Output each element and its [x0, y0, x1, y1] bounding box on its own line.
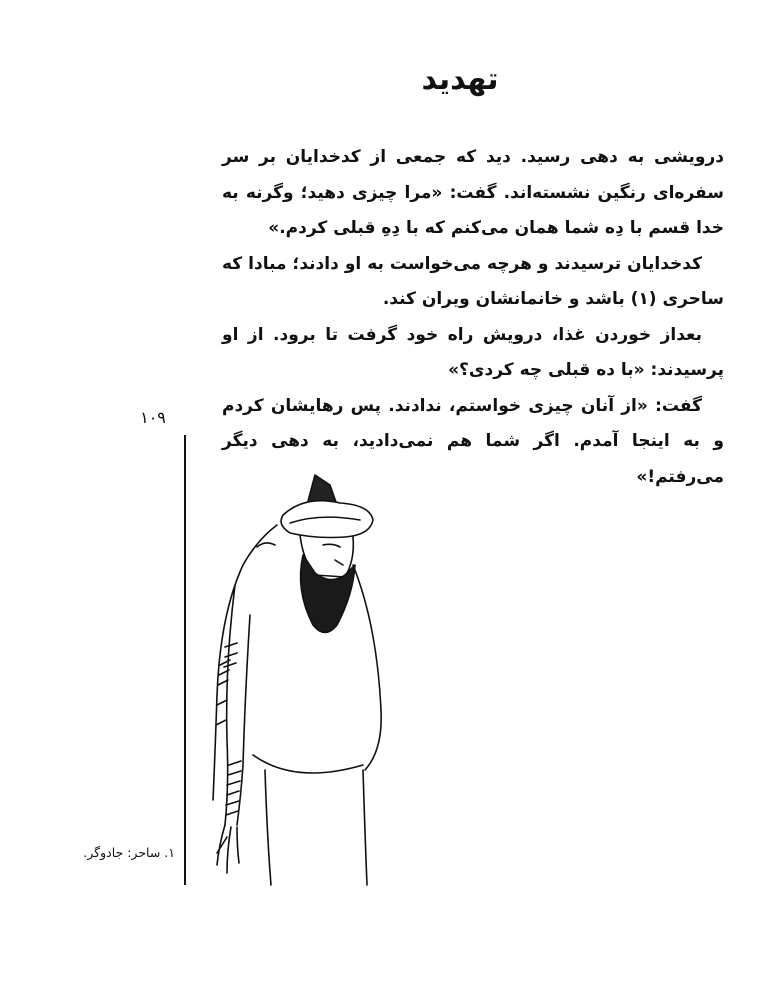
paragraph-4: گفت: «از آنان چیزی خواستم، ندادند. پس رهایشان کردم و به اینجا آمدم. اگر شما هم نمی‌دادید، به دهی دیگر می‌رفتم!» [222, 395, 724, 487]
paragraph-3: بعداز خوردن غذا، درویش راه خود گرفت تا برود. از او پرسیدند: «با ده قبلی چه کردی؟» [222, 324, 724, 380]
paragraph-2: کدخدایان ترسیدند و هرچه می‌خواست به او دادند؛ مبادا که ساحری (۱) باشد و خانمانشان ویران کند. [222, 253, 724, 309]
page-title: تهدید [421, 62, 499, 97]
story-text [222, 140, 724, 495]
dervish-illustration [195, 465, 425, 895]
margin-rule [184, 435, 186, 885]
paragraph-1: درویشی به دهی رسید. دید که جمعی از کدخدایان بر سر سفره‌ای رنگین نشسته‌اند. گفت: «مرا چیزی دهید؛ وگرنه به خدا قسم با دِه شما همان می‌کنم که با دِهِ قبلی کردم.» [222, 147, 724, 238]
page-number: ۱۰۹ [140, 408, 166, 427]
footnote: ۱. ساحر: جادوگر. [83, 845, 175, 860]
